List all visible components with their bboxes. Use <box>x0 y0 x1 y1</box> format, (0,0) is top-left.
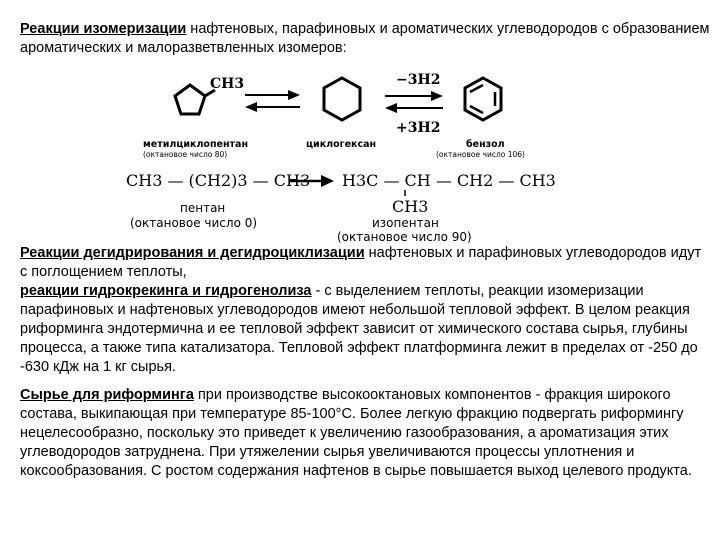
dehydrogenation-text: нафтеновых и парафиновых углеводородов идут с поглощением теплоты, <box>20 245 702 280</box>
isomerization-text: нафтеновых, парафиновых и ароматических углеводородов с образованием ароматических и малоразветвленных изомеров: <box>20 21 710 56</box>
hydrogenation-label: +3H2 <box>396 120 441 136</box>
isopentane-formula: H3C — CH — CH2 — CH3 <box>342 171 556 190</box>
feedstock-heading: Сырье для риформинга <box>20 387 194 403</box>
mcp-name: метилциклопентан <box>143 139 249 150</box>
feedstock-text: при производстве высокооктановых компонентов - фракция широкого состава, выкипающая при температуре 85-100°С. Более легкую фракцию подвергать риформингу нецелесообразно, поскольку это приведет к увеличению газообразования, а ароматизация этих углеводородов затруднена. При утяжелении сырья увеличиваются процессы уплотнения и коксообразования. С ростом содержания нафтенов в сырье повышается выход целевого продукта. <box>20 387 692 479</box>
equilibrium-arrows-1 <box>245 90 300 112</box>
cyclohexane-ring <box>324 78 360 120</box>
dehydrogenation-heading: Реакции дегидрирования и дегидроциклизации <box>20 245 365 261</box>
equilibrium-arrows-2 <box>385 91 443 113</box>
mcp-octane: (октановое число 80) <box>143 150 228 159</box>
isopentane-branch: CH3 <box>392 197 429 216</box>
isomerization-heading: Реакции изомеризации <box>20 21 187 37</box>
pentane-name: пентан <box>180 201 226 215</box>
pentane-octane: (октановое число 0) <box>130 216 258 230</box>
dehydrogenation-paragraph <box>20 244 710 377</box>
methyl-label: CH3 <box>210 76 245 92</box>
pentane-formula: CH3 — (CH2)3 — CH3 <box>126 171 311 190</box>
benzene-ring <box>465 78 501 120</box>
dehydrogenation-label: −3H2 <box>396 72 441 88</box>
cyclopentane-ring <box>175 85 205 114</box>
feedstock-paragraph <box>20 386 710 481</box>
hydrocracking-heading: реакции гидрокрекинга и гидрогенолиза <box>20 283 312 299</box>
cyclohexane-name: циклогексан <box>306 139 377 150</box>
hydrocracking-text: - с выделением теплоты, реакции изомеризации парафиновых и нафтеновых углеводородов имеют небольшой тепловой эффект. В целом реакция риформинга эндотермична и ее тепловой эффект зависит от химического состава сырья, глубины процесса, а также типа катализатора. Тепловой эффект платформинга лежит в пределах от -250 до -630 кДж на 1 кг сырья. <box>20 283 698 375</box>
isopentane-octane: (октановое число 90) <box>337 230 472 244</box>
benzene-name: бензол <box>466 139 505 150</box>
isopentane-name: изопентан <box>372 216 439 230</box>
benzene-octane: (октановое число 106) <box>436 150 525 159</box>
